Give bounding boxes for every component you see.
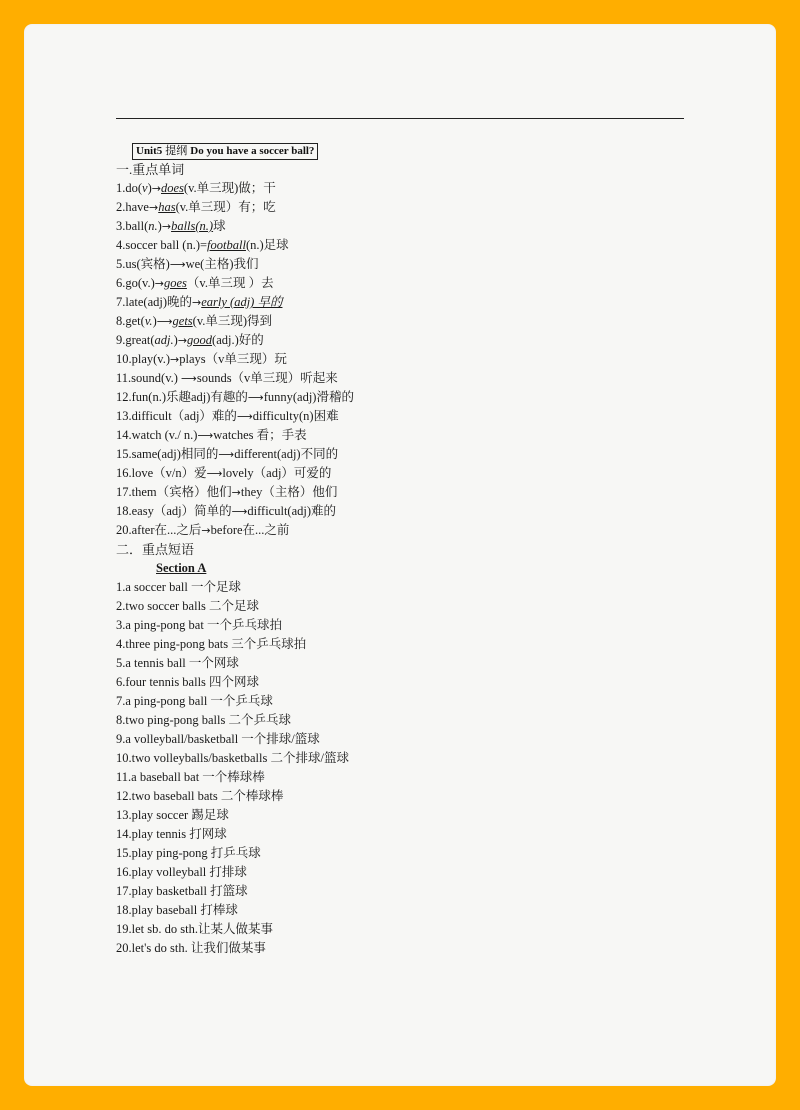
section-a-heading: Section A — [156, 561, 207, 575]
word-item — [116, 445, 696, 464]
phrase-item: 19.let sb. do sth.让某人做某事 — [116, 922, 273, 936]
phrase-item: 3.a ping-pong bat 一个乒乓球拍 — [116, 618, 282, 632]
phrase-item: 7.a ping-pong ball 一个乒乓球 — [116, 694, 273, 708]
word-meaning: difficulty(n)困难 — [252, 409, 339, 423]
word-answer: has — [158, 200, 176, 214]
section-heading-words: 一.重点单词 — [116, 162, 185, 177]
word-meaning: (adj.)好的 — [212, 333, 264, 347]
word-item — [116, 521, 696, 540]
word-meaning: (v.单三现）有；吃 — [175, 200, 276, 214]
word-meaning: watches 看；手表 — [213, 428, 307, 442]
arrow-icon: ⟶ — [218, 448, 235, 461]
word-pos: v — [142, 181, 148, 195]
word-meaning: (n.)足球 — [245, 238, 289, 252]
phrase-item: 1.a soccer ball 一个足球 — [116, 580, 241, 594]
phrase-item: 5.a tennis ball 一个网球 — [116, 656, 239, 670]
phrase-list — [116, 578, 696, 958]
phrase-item: 14.play tennis 打网球 — [116, 827, 227, 841]
document-body — [116, 160, 696, 958]
word-item — [116, 502, 696, 521]
word-answer: early (adj) 早的 — [201, 295, 283, 309]
phrase-item: 18.play baseball 打棒球 — [116, 903, 238, 917]
word-base: 14.watch (v./ n.) — [116, 428, 198, 442]
word-item — [116, 388, 696, 407]
arrow-icon: → — [177, 334, 188, 347]
arrow-icon: ⟶ — [206, 467, 223, 480]
phrase-item: 10.two volleyballs/basketballs 二个排球/篮球 — [116, 751, 349, 765]
arrow-icon: ⟶ — [169, 258, 186, 271]
arrow-icon: ⟶ — [197, 429, 214, 442]
word-base: 8.get( — [116, 314, 145, 328]
word-base: 9.great( — [116, 333, 155, 347]
arrow-icon: ⟶ — [247, 391, 264, 404]
phrase-item: 20.let's do sth. 让我们做某事 — [116, 941, 266, 955]
word-meaning: lovely（adj）可爱的 — [222, 466, 332, 480]
word-item — [116, 464, 696, 483]
word-base: 16.love（v/n）爱 — [116, 466, 207, 480]
word-item — [116, 483, 696, 502]
word-answer: balls(n.) — [171, 219, 214, 233]
word-base: 18.easy（adj）简单的 — [116, 504, 232, 518]
word-base: 15.same(adj)相同的 — [116, 447, 219, 461]
word-meaning: （v.单三现 ）去 — [186, 276, 274, 290]
word-base: 11.sound(v.) — [116, 371, 182, 385]
phrase-item: 6.four tennis balls 四个网球 — [116, 675, 260, 689]
word-item — [116, 179, 696, 198]
word-base: 20.after在...之后 — [116, 523, 202, 537]
phrase-item: 8.two ping-pong balls 二个乒乓球 — [116, 713, 291, 727]
word-meaning: funny(adj)滑稽的 — [263, 390, 354, 404]
word-answer: gets — [172, 314, 193, 328]
arrow-icon: → — [201, 524, 211, 537]
word-meaning: sounds（v单三现）听起来 — [196, 371, 338, 385]
word-item — [116, 198, 696, 217]
word-meaning: (v.单三现)得到 — [192, 314, 273, 328]
arrow-icon: ⟶ — [236, 410, 253, 423]
word-item — [116, 255, 696, 274]
unit-label: Unit5 — [136, 145, 163, 157]
word-base: 2.have — [116, 200, 149, 214]
word-meaning: they（主格）他们 — [240, 485, 338, 499]
word-pos: n. — [148, 219, 158, 233]
phrase-item: 17.play basketball 打篮球 — [116, 884, 248, 898]
word-answer: does — [161, 181, 184, 195]
arrow-icon: → — [192, 296, 202, 309]
word-paren: ) — [157, 219, 162, 233]
section-heading-phrases: 二．重点短语 — [116, 542, 195, 557]
word-base: 7.late(adj)晚的 — [116, 295, 193, 309]
word-base: 3.ball( — [116, 219, 149, 233]
word-paren: ) — [147, 181, 152, 195]
word-base: 17.them（宾格）他们 — [116, 485, 232, 499]
word-base: 12.fun(n.)乐趣adj)有趣的 — [116, 390, 248, 404]
word-paren: ) — [152, 314, 157, 328]
word-item — [116, 350, 696, 369]
word-base: 6.go(v.) — [116, 276, 155, 290]
arrow-icon: → — [151, 182, 161, 195]
word-base: 13.difficult（adj）难的 — [116, 409, 237, 423]
word-item — [116, 274, 696, 293]
word-answer: good — [187, 333, 213, 347]
word-meaning: (v.单三现)做；干 — [183, 181, 276, 195]
arrow-icon: → — [231, 486, 241, 499]
word-item — [116, 426, 696, 445]
word-meaning: we(主格)我们 — [185, 257, 259, 271]
word-base: 4.soccer ball (n.)= — [116, 238, 208, 252]
word-paren: ) — [173, 333, 178, 347]
phrase-item: 12.two baseball bats 二个棒球棒 — [116, 789, 284, 803]
arrow-icon: → — [170, 353, 180, 366]
word-item — [116, 369, 696, 388]
header-rule — [116, 118, 684, 119]
phrase-item: 11.a baseball bat 一个棒球棒 — [116, 770, 265, 784]
arrow-icon: → — [161, 220, 172, 233]
arrow-icon: ⟶ — [231, 505, 248, 518]
word-base: 10.play(v.) — [116, 352, 171, 366]
word-item — [116, 331, 696, 350]
word-item — [116, 236, 696, 255]
word-base: 5.us(宾格) — [116, 257, 170, 271]
word-item — [116, 407, 696, 426]
word-meaning: before在...之前 — [210, 523, 290, 537]
outline-label: 提纲 — [165, 145, 188, 157]
phrase-item: 13.play soccer 踢足球 — [116, 808, 229, 822]
unit-title — [132, 143, 318, 160]
phrase-item: 15.play ping-pong 打乒乓球 — [116, 846, 261, 860]
word-item — [116, 293, 696, 312]
word-pos: adj. — [154, 333, 174, 347]
word-answer: football — [207, 238, 246, 252]
word-meaning: different(adj)不同的 — [234, 447, 339, 461]
phrase-item: 9.a volleyball/basketball 一个排球/篮球 — [116, 732, 320, 746]
word-answer: goes — [163, 276, 187, 290]
phrase-item: 4.three ping-pong bats 三个乒乓球拍 — [116, 637, 307, 651]
word-item — [116, 312, 696, 331]
arrow-icon: ⟶ — [181, 372, 197, 385]
unit-title-text: Do you have a soccer ball? — [190, 145, 315, 157]
word-pos: v. — [144, 314, 153, 328]
word-meaning: difficult(adj)难的 — [247, 504, 337, 518]
word-base: 1.do( — [116, 181, 143, 195]
phrase-item: 2.two soccer balls 二个足球 — [116, 599, 260, 613]
word-meaning: plays（v单三现）玩 — [179, 352, 287, 366]
word-meaning: 球 — [213, 219, 226, 233]
phrase-item: 16.play volleyball 打排球 — [116, 865, 247, 879]
word-item — [116, 217, 696, 236]
arrow-icon: → — [148, 201, 159, 214]
arrow-icon: → — [154, 277, 164, 290]
word-list — [116, 179, 696, 540]
arrow-icon: ⟶ — [156, 315, 173, 328]
